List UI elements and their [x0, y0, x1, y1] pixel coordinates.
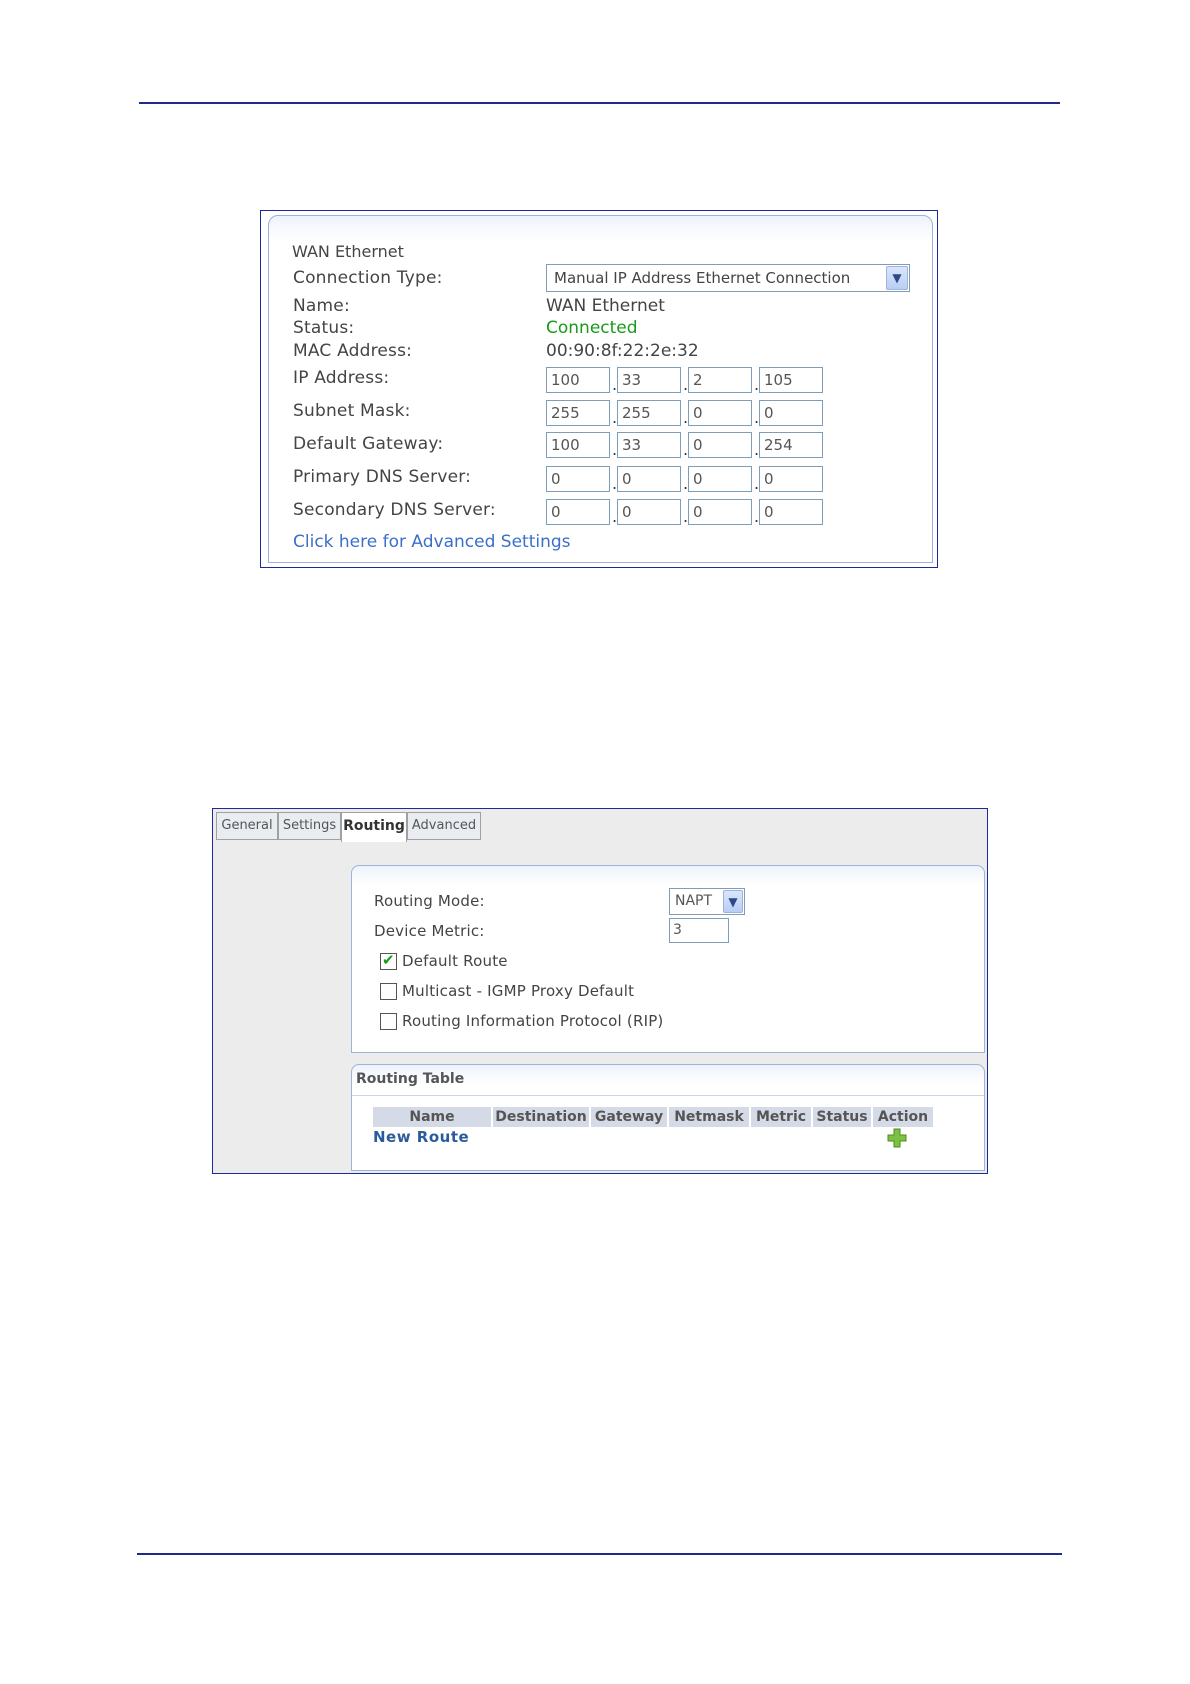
primary-dns-field — [546, 466, 826, 492]
wan-ethernet-panel — [268, 215, 933, 563]
octet-separator: . — [754, 440, 760, 459]
gateway-octet-2[interactable]: 33 — [617, 432, 681, 458]
subnet-octet-3[interactable]: 0 — [688, 400, 752, 426]
panel-title: WAN Ethernet — [292, 242, 404, 261]
subnet-octet-2[interactable]: 255 — [617, 400, 681, 426]
octet-separator: . — [612, 474, 618, 493]
ip-address-label: IP Address: — [293, 368, 390, 388]
octet-separator: . — [612, 440, 618, 459]
column-destination: Destination — [493, 1107, 589, 1127]
routing-settings-panel — [351, 865, 985, 1053]
subnet-octet-4[interactable]: 0 — [759, 400, 823, 426]
subnet-octet-1[interactable]: 255 — [546, 400, 610, 426]
checkmark-icon: ✔ — [382, 951, 395, 969]
column-name: Name — [373, 1107, 491, 1127]
column-netmask: Netmask — [669, 1107, 749, 1127]
octet-separator: . — [683, 408, 689, 427]
device-metric-input[interactable]: 3 — [669, 918, 729, 943]
routing-mode-value: NAPT — [675, 893, 713, 909]
tab-settings[interactable]: Settings — [278, 812, 341, 840]
multicast-checkbox[interactable] — [380, 983, 397, 1000]
octet-separator: . — [754, 375, 760, 394]
default-route-label: Default Route — [402, 952, 508, 970]
name-value: WAN Ethernet — [546, 296, 665, 316]
advanced-settings-link[interactable]: Click here for Advanced Settings — [293, 532, 571, 552]
subnet-mask-field — [546, 400, 826, 426]
gateway-octet-3[interactable]: 0 — [688, 432, 752, 458]
octet-separator: . — [754, 474, 760, 493]
octet-separator: . — [754, 408, 760, 427]
octet-separator: . — [612, 375, 618, 394]
dns1-octet-3[interactable]: 0 — [688, 466, 752, 492]
rip-checkbox[interactable] — [380, 1013, 397, 1030]
tab-routing[interactable]: Routing — [341, 812, 407, 842]
plus-icon[interactable] — [886, 1127, 908, 1149]
column-gateway: Gateway — [591, 1107, 667, 1127]
primary-dns-label: Primary DNS Server: — [293, 467, 472, 487]
header-rule — [139, 102, 1060, 104]
routing-mode-label: Routing Mode: — [374, 892, 485, 910]
routing-mode-select[interactable] — [669, 888, 745, 915]
column-action: Action — [873, 1107, 933, 1127]
octet-separator: . — [683, 375, 689, 394]
octet-separator: . — [683, 474, 689, 493]
routing-table-panel — [351, 1064, 985, 1171]
connection-type-label: Connection Type: — [293, 268, 443, 288]
rip-label: Routing Information Protocol (RIP) — [402, 1012, 664, 1030]
routing-table-header — [352, 1065, 984, 1096]
column-metric: Metric — [751, 1107, 811, 1127]
secondary-dns-label: Secondary DNS Server: — [293, 500, 496, 520]
column-status: Status — [813, 1107, 871, 1127]
default-gateway-field — [546, 432, 826, 458]
new-route-link[interactable]: New Route — [373, 1128, 470, 1146]
multicast-label: Multicast - IGMP Proxy Default — [402, 982, 635, 1000]
chevron-down-icon[interactable]: ▼ — [723, 890, 743, 913]
footer-rule — [137, 1553, 1062, 1555]
device-metric-label: Device Metric: — [374, 922, 485, 940]
octet-separator: . — [683, 507, 689, 526]
ip-octet-3[interactable]: 2 — [688, 367, 752, 393]
default-route-checkbox[interactable] — [380, 953, 397, 970]
octet-separator: . — [612, 507, 618, 526]
gateway-octet-1[interactable]: 100 — [546, 432, 610, 458]
name-label: Name: — [293, 296, 350, 316]
ip-octet-1[interactable]: 100 — [546, 367, 610, 393]
gateway-octet-4[interactable]: 254 — [759, 432, 823, 458]
dns2-octet-3[interactable]: 0 — [688, 499, 752, 525]
chevron-down-icon[interactable]: ▼ — [886, 266, 908, 290]
dns1-octet-4[interactable]: 0 — [759, 466, 823, 492]
dns2-octet-1[interactable]: 0 — [546, 499, 610, 525]
subnet-mask-label: Subnet Mask: — [293, 401, 411, 421]
status-label: Status: — [293, 318, 355, 338]
secondary-dns-field — [546, 499, 826, 525]
octet-separator: . — [612, 408, 618, 427]
status-value: Connected — [546, 318, 638, 338]
ip-octet-2[interactable]: 33 — [617, 367, 681, 393]
wan-ethernet-screenshot — [260, 210, 938, 568]
routing-table-title: Routing Table — [356, 1071, 465, 1087]
octet-separator: . — [683, 440, 689, 459]
default-gateway-label: Default Gateway: — [293, 434, 444, 454]
dns1-octet-1[interactable]: 0 — [546, 466, 610, 492]
ip-octet-4[interactable]: 105 — [759, 367, 823, 393]
tab-advanced[interactable]: Advanced — [407, 812, 481, 840]
ip-address-field — [546, 367, 826, 393]
dns2-octet-4[interactable]: 0 — [759, 499, 823, 525]
dns2-octet-2[interactable]: 0 — [617, 499, 681, 525]
mac-address-value: 00:90:8f:22:2e:32 — [546, 341, 699, 361]
connection-type-select[interactable] — [546, 264, 910, 292]
connection-type-value: Manual IP Address Ethernet Connection — [554, 269, 851, 287]
dns1-octet-2[interactable]: 0 — [617, 466, 681, 492]
mac-address-label: MAC Address: — [293, 341, 413, 361]
routing-screenshot — [212, 808, 988, 1174]
tab-general[interactable]: General — [216, 812, 278, 840]
octet-separator: . — [754, 507, 760, 526]
